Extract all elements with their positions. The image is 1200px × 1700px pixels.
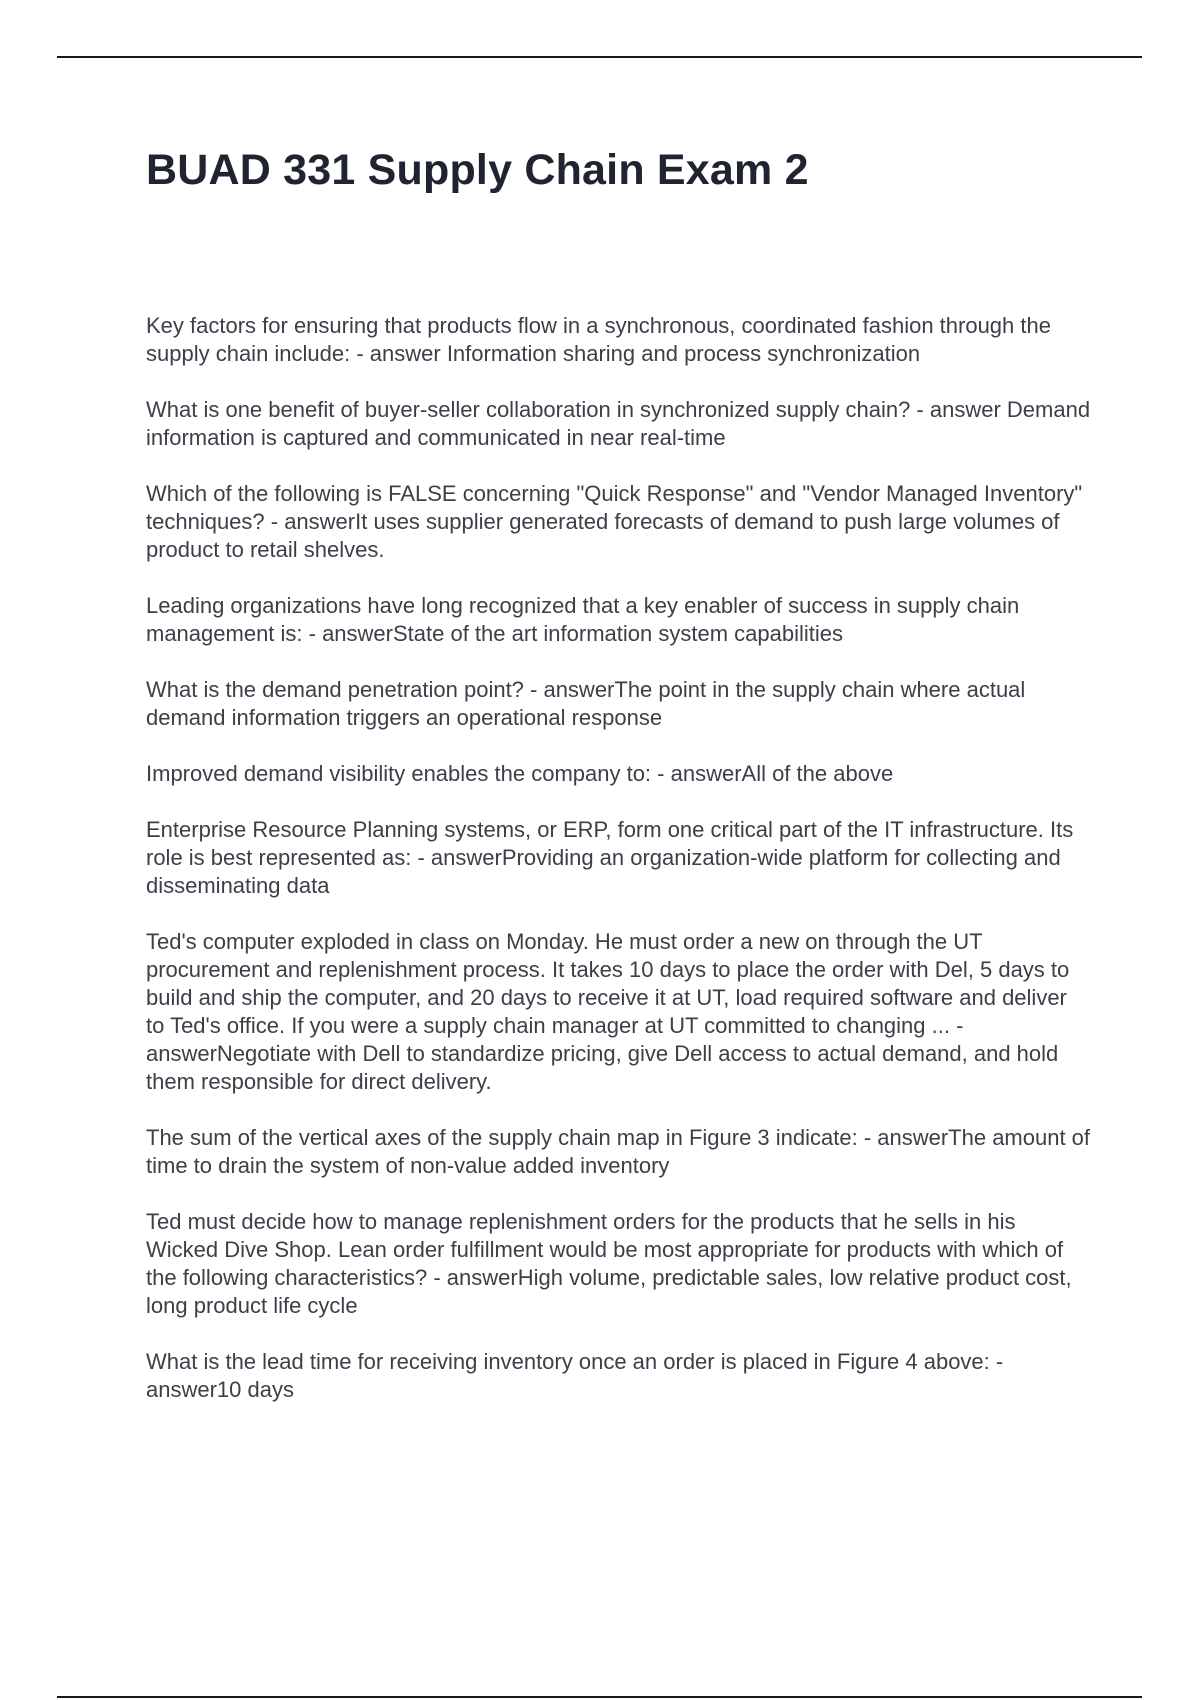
- question-item: Key factors for ensuring that products flow in a synchronous, coordinated fashion through the supply chain include: - answer Information sharing and process synchronization: [146, 313, 1051, 366]
- question-item: What is one benefit of buyer-seller collaboration in synchronized supply chain? - answer Demand information is captured and communicated in near real-time: [146, 397, 1091, 450]
- question-item: Ted must decide how to manage replenishment orders for the products that he sells in his Wicked Dive Shop. Lean order fulfillment would be most appropriate for products with which of the following characteristics? - answerHigh volume, predictable sales, low relative product cost, long product life cycle: [146, 1209, 1072, 1318]
- bottom-divider: [57, 1696, 1142, 1698]
- question-item: Enterprise Resource Planning systems, or ERP, form one critical part of the IT infrastructure. Its role is best represented as: - answerProviding an organization-wide platform for collecting and disseminating data: [146, 817, 1074, 898]
- question-item: Ted's computer exploded in class on Monday. He must order a new on through the UT procurement and replenishment process. It takes 10 days to place the order with Del, 5 days to build and ship the computer, and 20 days to receive it at UT, load required software and deliver to Ted's office. If you were a supply chain manager at UT committed to changing ... - answerNegotiate with Dell to standardize pricing, give Dell access to actual demand, and hold them responsible for direct delivery.: [146, 929, 1070, 1094]
- question-item: What is the lead time for receiving inventory once an order is placed in Figure 4 above: - answer10 days: [146, 1349, 1004, 1402]
- question-item: Improved demand visibility enables the company to: - answerAll of the above: [146, 761, 894, 786]
- question-item: What is the demand penetration point? - answerThe point in the supply chain where actual demand information triggers an operational response: [146, 677, 1026, 730]
- question-item: Which of the following is FALSE concerning "Quick Response" and "Vendor Managed Inventory" techniques? - answerIt uses supplier generated forecasts of demand to push large volumes of product to retail shelves.: [146, 481, 1083, 562]
- question-item: Leading organizations have long recognized that a key enabler of success in supply chain management is: - answerState of the art information system capabilities: [146, 593, 1020, 646]
- question-list: [146, 312, 1091, 1432]
- question-item: The sum of the vertical axes of the supply chain map in Figure 3 indicate: - answerThe amount of time to drain the system of non-value added inventory: [146, 1125, 1091, 1178]
- document-title: BUAD 331 Supply Chain Exam 2: [146, 146, 809, 194]
- top-divider: [57, 56, 1142, 58]
